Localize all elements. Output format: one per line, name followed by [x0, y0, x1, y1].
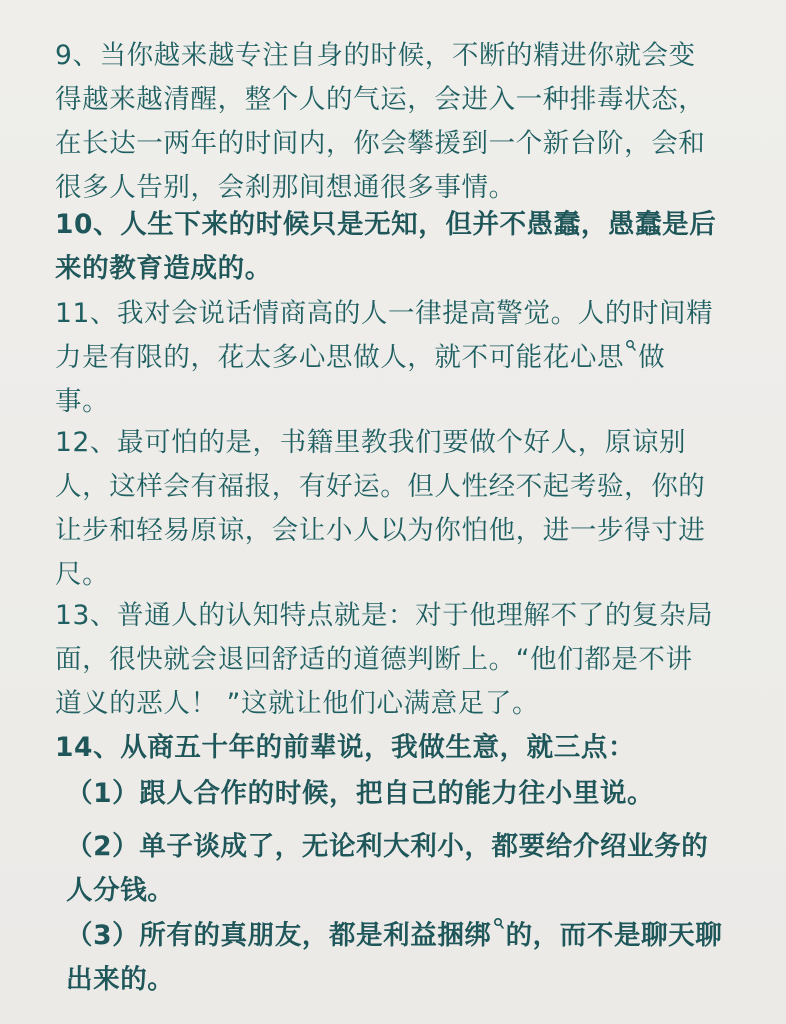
item-9-number: 9、 — [55, 40, 100, 71]
item-14-text: 从商五十年的前辈说，我做生意，就三点： — [120, 732, 636, 763]
item-13 — [55, 594, 755, 726]
point-3-text-after: 的，而不是聊天聊 出来的。 — [66, 920, 723, 995]
item-11-number: 11、 — [55, 298, 118, 329]
item-12 — [55, 421, 755, 597]
point-1-label: （1） — [66, 778, 140, 809]
point-2-label: （2） — [66, 831, 140, 862]
item-14-number: 14、 — [55, 732, 121, 763]
item-10-number: 10、 — [55, 209, 121, 240]
search-icon[interactable] — [493, 917, 505, 933]
item-13-number: 13、 — [55, 600, 118, 631]
search-icon[interactable] — [625, 339, 637, 355]
item-14-point-2 — [66, 825, 755, 913]
item-9 — [55, 34, 755, 210]
item-12-text: 最可怕的是，书籍里教我们要做个好人，原谅别 人，这样会有福报，有好运。但人性经不起考验，你的 让步和轻易原谅，会让小人以为你怕他，进一步得寸进 尺。 — [55, 427, 706, 590]
item-10-text: 人生下来的时候只是无知，但并不愚蠢，愚蠢是后 来的教育造成的。 — [55, 209, 717, 284]
item-14-point-3 — [66, 914, 755, 1002]
item-13-text: 普通人的认知特点就是：对于他理解不了的复杂局 面，很快就会退回舒适的道德判断上。“他们都是不讲 道义的恶人！ ”这就让他们心满意足了。 — [55, 600, 714, 719]
point-3-label: （3） — [66, 920, 140, 951]
item-14 — [55, 726, 755, 770]
item-14-point-1 — [66, 772, 755, 816]
item-11 — [55, 292, 755, 424]
point-3-text-before: 所有的真朋友，都是利益捆绑 — [139, 920, 492, 951]
item-12-number: 12、 — [55, 427, 118, 458]
item-11-text-after: 做 事。 — [55, 342, 666, 417]
item-10 — [55, 203, 755, 291]
point-2-text: 单子谈成了，无论利大利小，都要给介绍业务的 人分钱。 — [66, 831, 709, 906]
item-9-text: 当你越来越专注自身的时候，不断的精进你就会变 得越来越清醒，整个人的气运，会进入一种排毒状态， 在长达一两年的时间内，你会攀援到一个新台阶，会和 很多人告别，会刹那间想通很多事情。 — [55, 40, 706, 203]
item-11-text-before: 我对会说话情商高的人一律提高警觉。人的时间精 力是有限的，花太多心思做人，就不可能花心思 — [55, 298, 714, 373]
point-1-text: 跟人合作的时候，把自己的能力往小里说。 — [139, 778, 655, 809]
